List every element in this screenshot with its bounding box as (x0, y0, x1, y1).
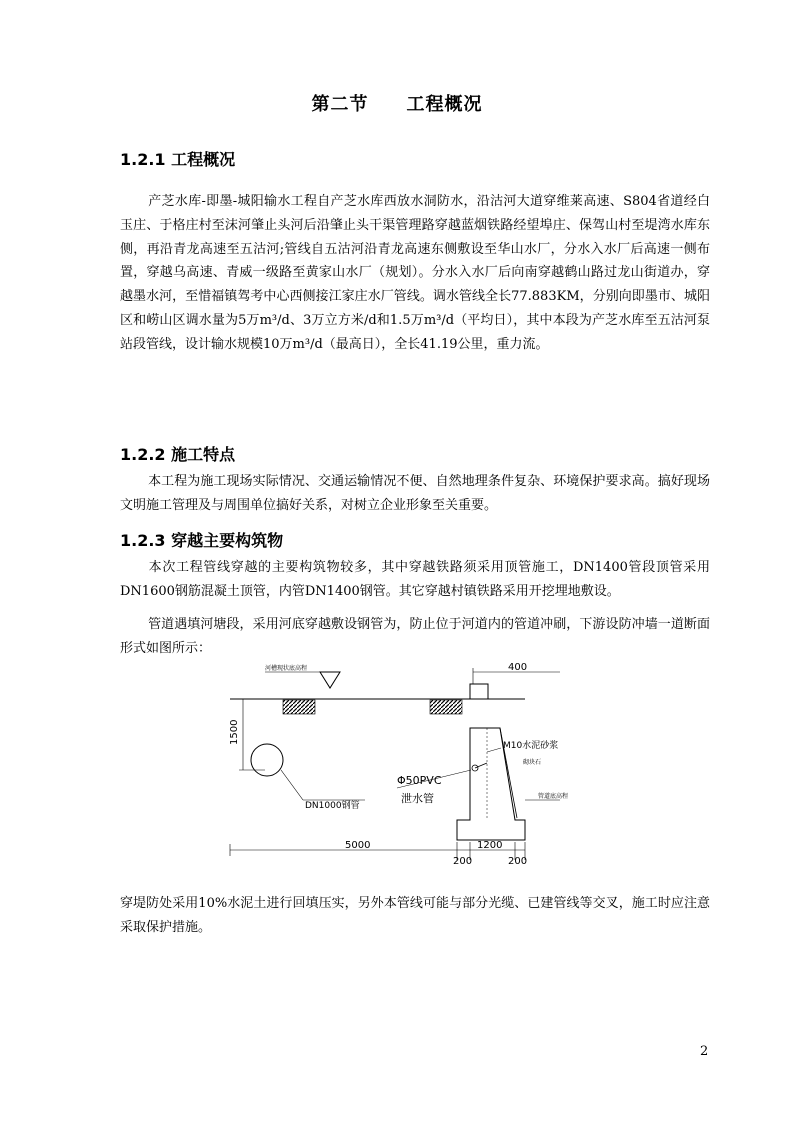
stone-label: 砌块石 (523, 759, 542, 766)
dim-5000: 5000 (345, 840, 371, 851)
section-name: 工程概况 (406, 94, 483, 115)
cross-section-diagram (225, 660, 569, 870)
paragraph-crossing-structures (120, 556, 710, 604)
dim-200-right: 200 (508, 856, 528, 867)
paragraph-construction-features (120, 470, 710, 518)
paragraph-project-overview (120, 190, 710, 357)
paragraph-river-crossing-text: 管道遇填河塘段，采用河底穿越敷设钢管为，防止位于河道内的管道冲刷，下游设防冲墙一道断面形式如图所示： (120, 617, 710, 656)
elevation-marker-icon (320, 672, 340, 688)
pipe-bottom-label: 管道底高程 (538, 793, 569, 800)
heading-1-2-1: 1.2.1 工程概况 (120, 150, 236, 169)
pvc-label: Φ50PVC (397, 774, 442, 787)
riprap-block-right (430, 700, 462, 714)
pipe-label: DN1000钢管 (305, 801, 360, 811)
river-bed-label: 河槽现状底高程 (265, 665, 308, 672)
paragraph-construction-features-text: 本工程为施工现场实际情况、交通运输情况不便、自然地理条件复杂、环境保护要求高。搞好现场文明施工管理及与周围单位搞好关系，对树立企业形象至关重要。 (120, 474, 710, 513)
paragraph-embankment-text: 穿堤防处采用10%水泥土进行回填压实，另外本管线可能与部分光缆、已建管线等交叉，施工时应注意采取保护措施。 (120, 896, 710, 935)
drain-label: 泄水管 (401, 792, 434, 805)
heading-1-2-3: 1.2.3 穿越主要构筑物 (120, 531, 284, 550)
paragraph-crossing-structures-text: 本次工程管线穿越的主要构筑物较多，其中穿越铁路须采用顶管施工，DN1400管段顶管采用DN1600钢筋混凝土顶管，内管DN1400钢管。其它穿越村镇铁路采用开挖埋地敷设。 (120, 560, 710, 599)
dim-1500: 1500 (229, 719, 240, 745)
page-number: 2 (700, 1044, 709, 1059)
paragraph-project-overview-text: 产芝水库-即墨-城阳输水工程自产芝水库西放水洞防水，沿沽河大道穿维莱高速、S804省道经白玉庄、于格庄村至沫河肇止头河后沿肇止头干渠管理路穿越蓝烟铁路经望埠庄、保驾山村至堤湾水库东侧，再沿青龙高速至五沽河;管线自五沽河沿青龙高速东侧敷设至华山水厂，分水入水厂后高速一侧布置，穿越乌高速、青威一级路至黄家山水厂（规划）。分水入水厂后向南穿越鹤山路过龙山街道办，穿越墨水河，至惜福镇驾考中心西侧接江家庄水厂管线。调水管线全长77.883KM，分别向即墨市、城阳区和崂山区调水量为5万m³/d、3万立方米/d和1.5万m³/d（平均日），其中本段为产芝水库至五沽河泵站段管线，设计输水规模10万m³/d（最高日），全长41.19公里，重力流。 (120, 194, 710, 352)
section-title (0, 90, 794, 116)
dim-1200: 1200 (477, 840, 503, 851)
dim-200-left: 200 (453, 856, 473, 867)
paragraph-river-crossing (120, 613, 710, 661)
section-number: 第二节 (311, 94, 369, 115)
pipe-circle (251, 744, 283, 776)
heading-1-2-2: 1.2.2 施工特点 (120, 445, 236, 464)
riprap-block-left (283, 700, 315, 714)
paragraph-embankment (120, 892, 710, 940)
mortar-label: M10水泥砂浆 (503, 741, 559, 751)
dim-400: 400 (508, 662, 528, 673)
